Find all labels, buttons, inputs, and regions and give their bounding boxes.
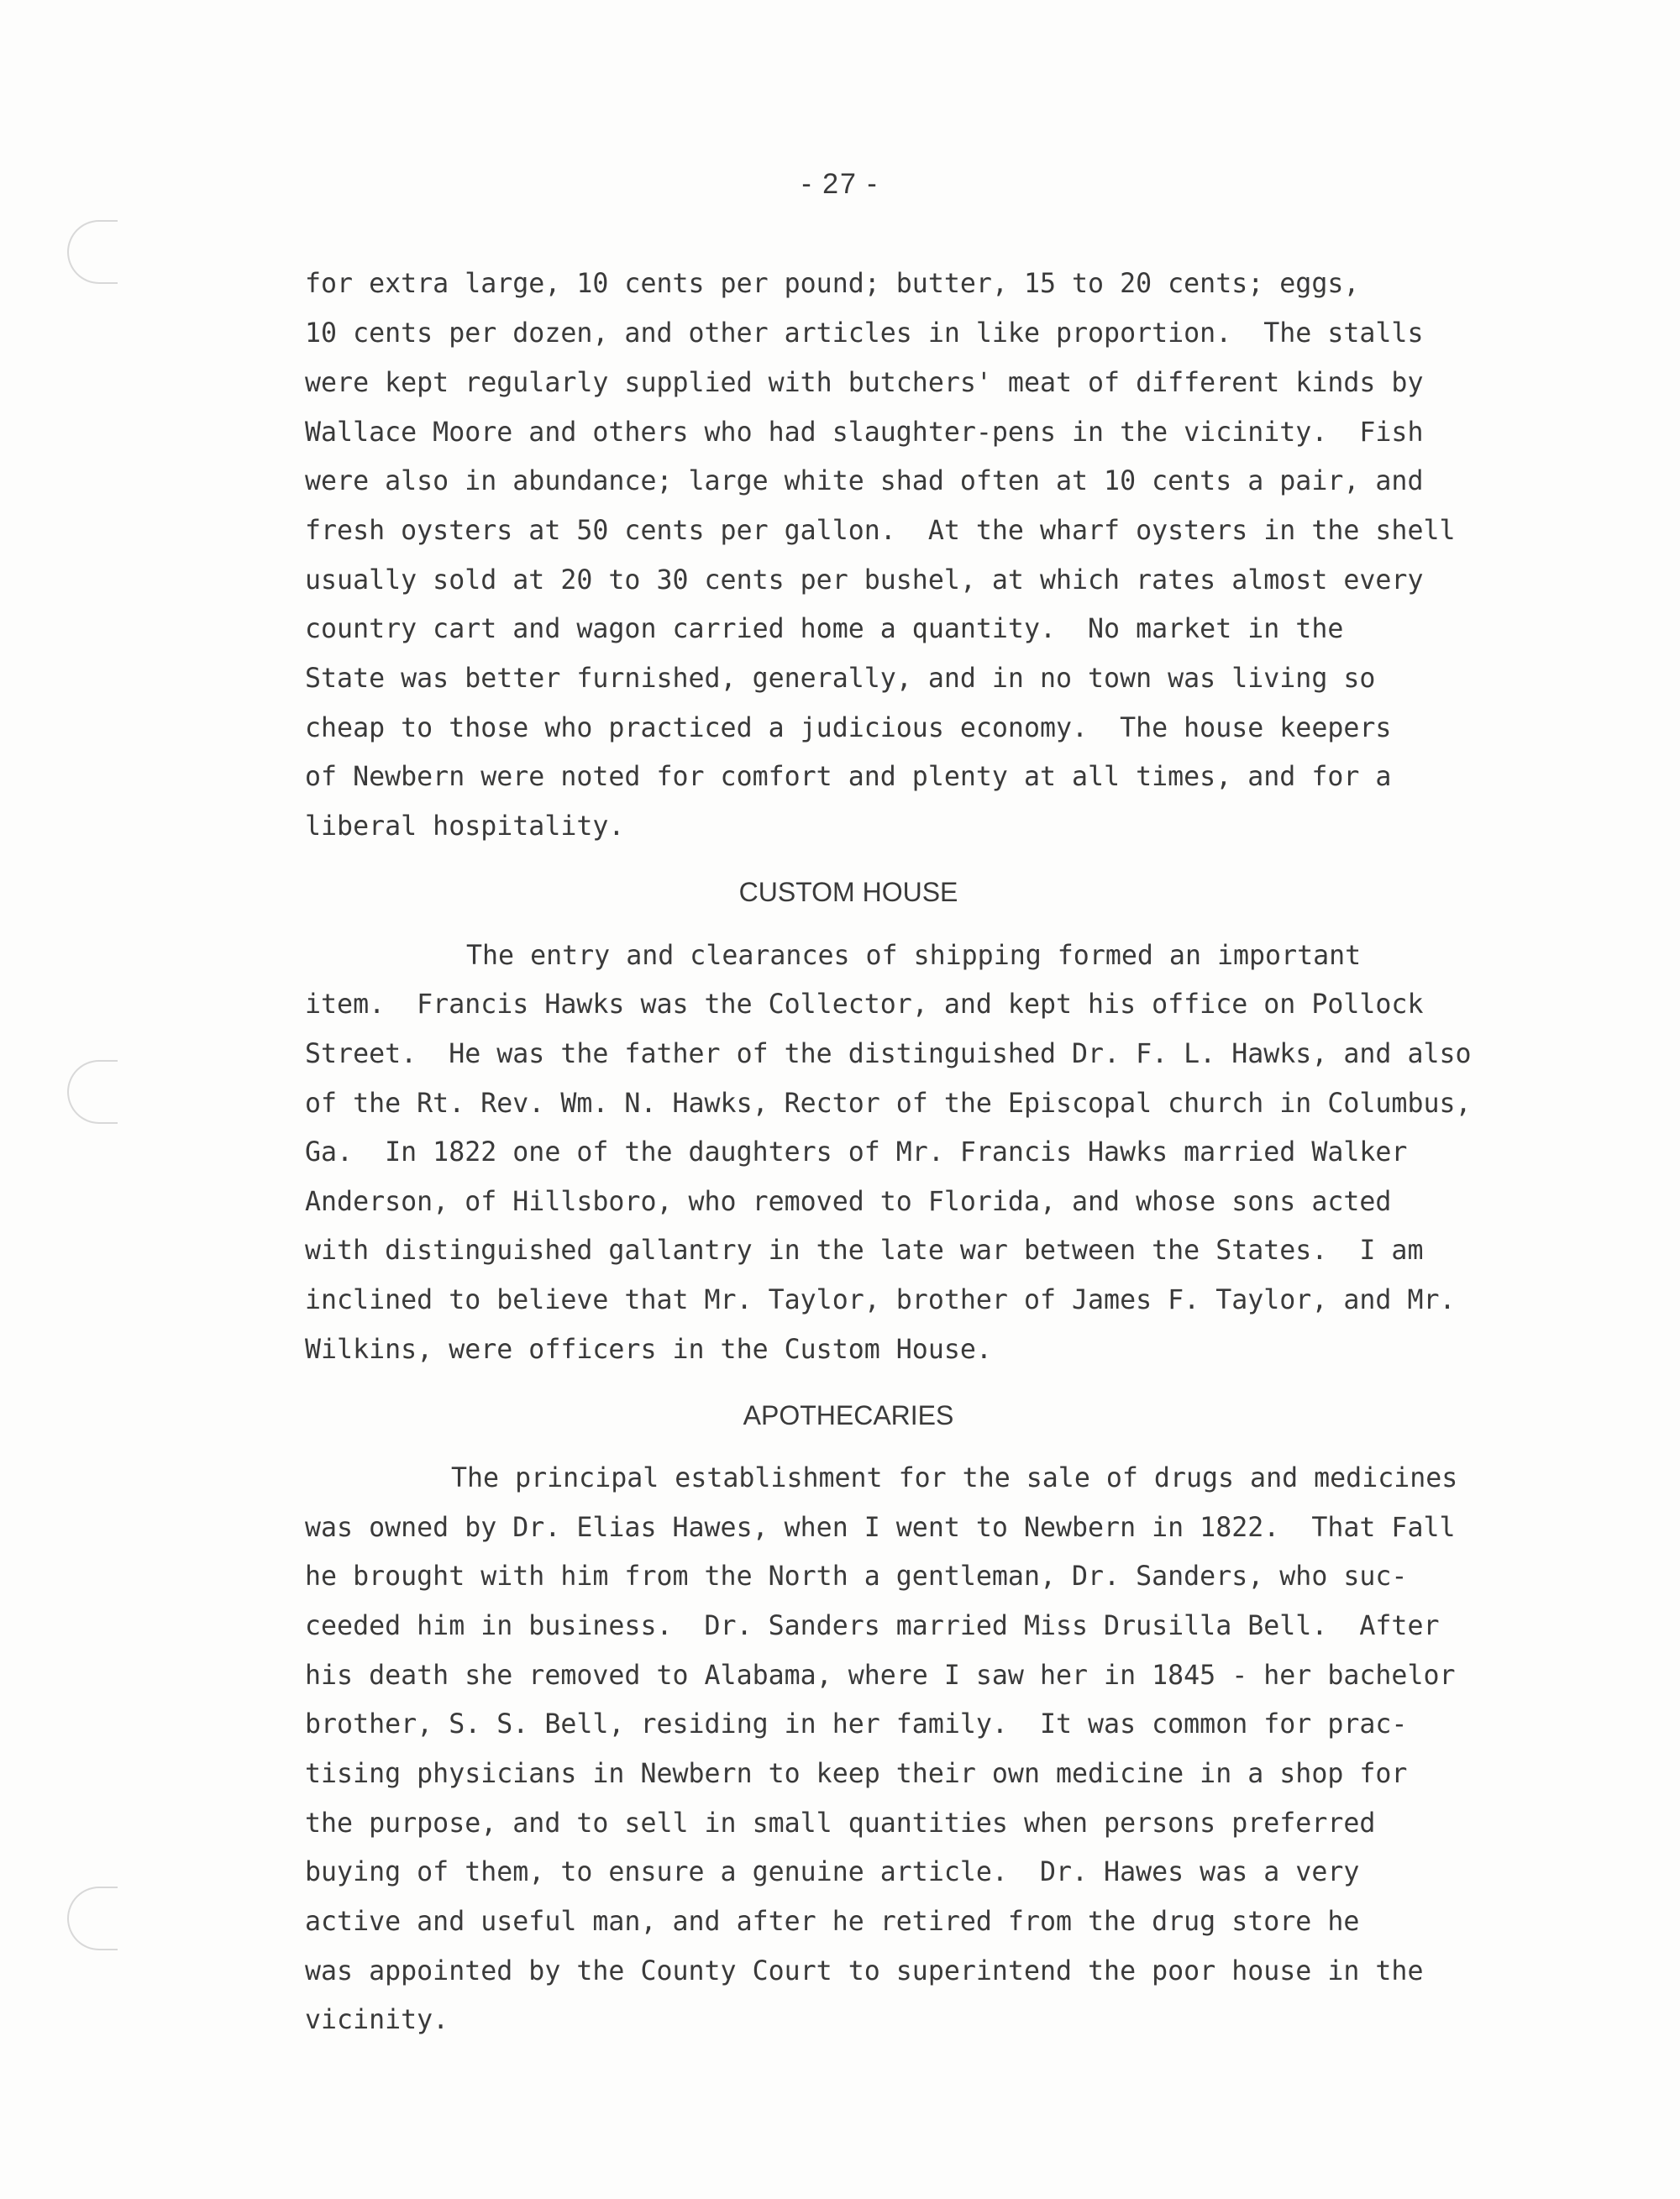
paragraph-3-line: he brought with him from the North a gentleman, Dr. Sanders, who suc- [305,1561,1408,1592]
paragraph-2-line: Wilkins, were officers in the Custom House. [305,1335,992,1365]
punch-hole-bottom [67,1887,118,1950]
paragraph-1-line: 10 cents per dozen, and other articles in like proportion. The stalls [305,318,1424,349]
paragraph-3-line: buying of them, to ensure a genuine article. Dr. Hawes was a very [305,1857,1360,1887]
paragraph-1-line: fresh oysters at 50 cents per gallon. At the wharf oysters in the shell [305,516,1456,546]
paragraph-1-line: cheap to those who practiced a judicious economy. The house keepers [305,713,1392,743]
paragraph-3-line: his death she removed to Alabama, where I saw her in 1845 - her bachelor [305,1661,1456,1691]
paragraph-1-line: were kept regularly supplied with butchers' meat of different kinds by [305,368,1424,398]
paragraph-2-line: Ga. In 1822 one of the daughters of Mr. Francis Hawks married Walker [305,1137,1408,1168]
section-heading-custom-house: CUSTOM HOUSE [738,877,958,907]
paragraph-3-line: active and useful man, and after he retired from the drug store he [305,1907,1360,1937]
paragraph-2-line: with distinguished gallantry in the late war between the States. I am [305,1236,1424,1266]
paragraph-1-line: were also in abundance; large white shad often at 10 cents a pair, and [305,466,1424,496]
punch-hole-middle [67,1060,118,1124]
paragraph-1-line: usually sold at 20 to 30 cents per bushel, at which rates almost every [305,565,1424,596]
paragraph-2-line: of the Rt. Rev. Wm. N. Hawks, Rector of the Episcopal church in Columbus, [305,1089,1472,1119]
paragraph-2-line: Anderson, of Hillsboro, who removed to Florida, and whose sons acted [305,1187,1392,1217]
paragraph-1-line: country cart and wagon carried home a quantity. No market in the [305,614,1344,644]
paragraph-3-line: was owned by Dr. Elias Hawes, when I went to Newbern in 1822. That Fall [305,1513,1456,1543]
paragraph-1-line: of Newbern were noted for comfort and plenty at all times, and for a [305,762,1392,792]
paragraph-2-line: item. Francis Hawks was the Collector, and kept his office on Pollock [305,989,1424,1020]
punch-hole-top [67,220,118,284]
paragraph-3-line: tising physicians in Newbern to keep their own medicine in a shop for [305,1759,1408,1789]
paragraph-1-line: State was better furnished, generally, and in no town was living so [305,664,1376,694]
paragraph-1-line: Wallace Moore and others who had slaughter-pens in the vicinity. Fish [305,417,1424,448]
paragraph-3-line: vicinity. [305,2005,449,2035]
paragraph-3-line: ceeded him in business. Dr. Sanders married Miss Drusilla Bell. After [305,1611,1440,1641]
paragraph-1-line: liberal hospitality. [305,811,625,842]
paragraph-2-line: inclined to believe that Mr. Taylor, brother of James F. Taylor, and Mr. [305,1285,1456,1315]
paragraph-3-line: brother, S. S. Bell, residing in her family. It was common for prac- [305,1709,1408,1740]
paragraph-3-line: The principal establishment for the sale of drugs and medicines [451,1463,1458,1493]
paragraph-3-line: the purpose, and to sell in small quantities when persons preferred [305,1808,1376,1839]
paragraph-1-line: for extra large, 10 cents per pound; butter, 15 to 20 cents; eggs, [305,269,1360,299]
section-heading-apothecaries: APOTHECARIES [743,1400,954,1430]
paragraph-3-line: was appointed by the County Court to superintend the poor house in the [305,1956,1424,1986]
paragraph-2-line: Street. He was the father of the distinguished Dr. F. L. Hawks, and also [305,1039,1472,1069]
paragraph-2-line: The entry and clearances of shipping formed an important [466,941,1362,971]
page-number: - 27 - [801,168,879,200]
